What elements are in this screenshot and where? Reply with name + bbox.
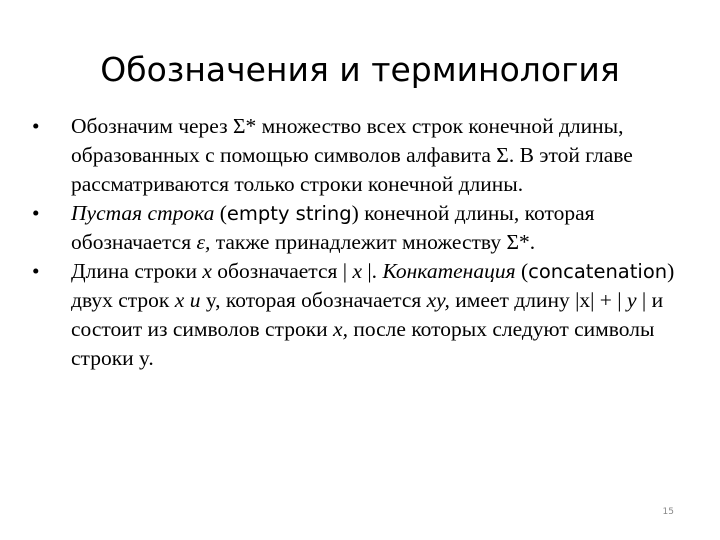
bullet-marker: •	[32, 201, 40, 225]
english-term: empty string	[226, 202, 352, 225]
bullet-text: Длина строки	[71, 259, 203, 283]
bullet-item-2	[32, 199, 697, 257]
math-var: y	[626, 288, 637, 312]
term-concatenation: Конкатенация	[382, 259, 516, 283]
english-term: concatenation	[528, 260, 668, 283]
math-epsilon: ε,	[196, 230, 211, 254]
bullet-text: | и состоит из символов строки	[71, 288, 664, 341]
bullet-text: обозначается |	[211, 259, 353, 283]
math-var: x	[174, 288, 185, 312]
math-var: x,	[333, 317, 348, 341]
bullet-text: y, которая обозначается	[200, 288, 427, 312]
math-var: x	[352, 259, 362, 283]
math-var: x	[202, 259, 212, 283]
term-empty-string: Пустая строка	[71, 201, 215, 225]
math-var: xy,	[426, 288, 450, 312]
bullet-text: ) конечной длины, которая обозначается	[71, 201, 595, 254]
bullet-item-3	[32, 257, 697, 373]
bullet-text: после которых следуют символы строки y.	[71, 317, 655, 370]
bullet-text: Обозначим через Σ* множество всех строк конечной длины, образованных с помощью символов алфавита Σ. В этой главе рассматриваются только строки конечной длины.	[71, 114, 633, 196]
bullet-text: имеет длину |x| + |	[449, 288, 627, 312]
math-var: и	[189, 288, 201, 312]
bullet-marker: •	[32, 114, 40, 138]
bullet-text: также принадлежит множеству Σ*.	[210, 230, 536, 254]
bullet-text: (	[515, 259, 529, 283]
bullet-marker: •	[32, 259, 40, 283]
bullet-text: (	[214, 201, 227, 225]
bullet-list	[32, 112, 697, 373]
slide-title: Обозначения и терминология	[100, 50, 620, 89]
bullet-text: ) двух строк	[71, 259, 675, 312]
bullet-item-1	[32, 112, 697, 199]
page-number: 15	[662, 507, 674, 517]
bullet-text: |.	[362, 259, 383, 283]
